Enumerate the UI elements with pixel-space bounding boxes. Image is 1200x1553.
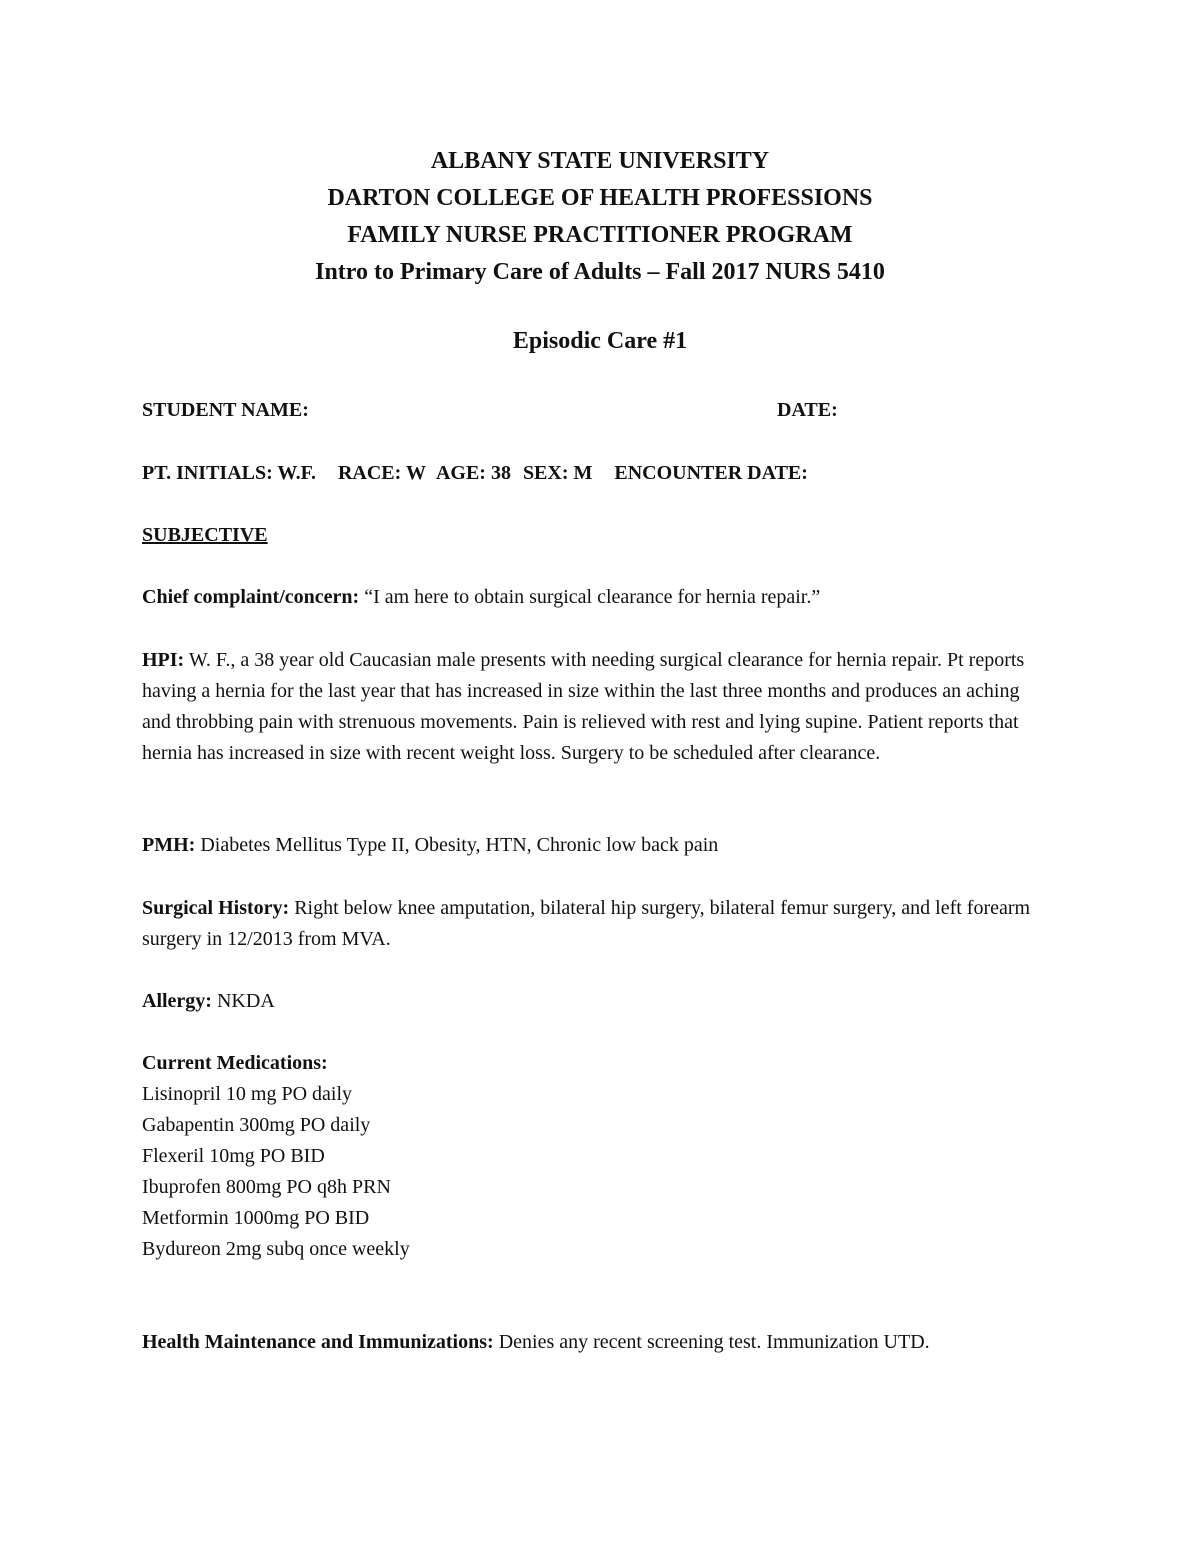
- subjective-heading: SUBJECTIVE: [142, 524, 268, 546]
- patient-race: RACE: W: [337, 462, 426, 484]
- student-name-label: STUDENT NAME:: [142, 399, 309, 421]
- patient-info-line: [142, 458, 808, 489]
- allergy-text: NKDA: [216, 990, 275, 1012]
- hpi-label: HPI:: [142, 649, 185, 671]
- medication-item: Bydureon 2mg subq once weekly: [142, 1238, 410, 1260]
- header-course: Intro to Primary Care of Adults – Fall 2017 NURS 5410: [315, 259, 885, 285]
- medication-item: Gabapentin 300mg PO daily: [142, 1114, 371, 1136]
- institution-header: [0, 143, 1200, 291]
- health-maintenance-section: [142, 1327, 1042, 1358]
- pmh-text: Diabetes Mellitus Type II, Obesity, HTN, Chronic low back pain: [200, 834, 719, 856]
- medications-label: Current Medications:: [142, 1052, 328, 1074]
- surgical-history-label: Surgical History:: [142, 897, 290, 919]
- patient-sex: SEX: M: [522, 462, 593, 484]
- header-university: ALBANY STATE UNIVERSITY: [430, 148, 770, 174]
- date-label: DATE:: [777, 399, 838, 421]
- encounter-date-label: ENCOUNTER DATE:: [614, 462, 808, 484]
- health-maintenance-label: Health Maintenance and Immunizations:: [142, 1331, 494, 1353]
- hpi-section: [142, 645, 1042, 769]
- chief-complaint-section: [142, 582, 1042, 613]
- allergy-section: [142, 986, 1042, 1017]
- surgical-history-text: Right below knee amputation, bilateral hip surgery, bilateral femur surgery, and left forearm surgery in 12/2013 from MVA.: [142, 897, 1031, 950]
- chief-complaint-label: Chief complaint/concern:: [142, 586, 360, 608]
- hpi-text: W. F., a 38 year old Caucasian male presents with needing surgical clearance for hernia repair. Pt reports having a hernia for the last year that has increased in size within the last three months and produces an aching and throbbing pain with strenuous movements. Pain is relieved with rest and lying supine. Patient reports that hernia has increased in size with recent weight loss. Surgery to be scheduled after clearance.: [142, 649, 1025, 764]
- chief-complaint-text: “I am here to obtain surgical clearance for hernia repair.”: [364, 586, 821, 608]
- pmh-section: [142, 830, 1042, 861]
- header-college: DARTON COLLEGE OF HEALTH PROFESSIONS: [327, 185, 873, 211]
- surgical-history-section: [142, 893, 1042, 955]
- patient-age: AGE: 38: [435, 462, 511, 484]
- medication-item: Lisinopril 10 mg PO daily: [142, 1083, 352, 1105]
- document-title: Episodic Care #1: [512, 328, 688, 354]
- medication-item: Ibuprofen 800mg PO q8h PRN: [142, 1176, 391, 1198]
- header-program: FAMILY NURSE PRACTITIONER PROGRAM: [347, 222, 853, 248]
- health-maintenance-text: Denies any recent screening test. Immunization UTD.: [498, 1331, 930, 1353]
- medication-item: Metformin 1000mg PO BID: [142, 1207, 370, 1229]
- medication-item: Flexeril 10mg PO BID: [142, 1145, 325, 1167]
- allergy-label: Allergy:: [142, 990, 212, 1012]
- medications-section: [142, 1048, 1042, 1265]
- patient-initials: PT. INITIALS: W.F.: [142, 462, 316, 484]
- pmh-label: PMH:: [142, 834, 196, 856]
